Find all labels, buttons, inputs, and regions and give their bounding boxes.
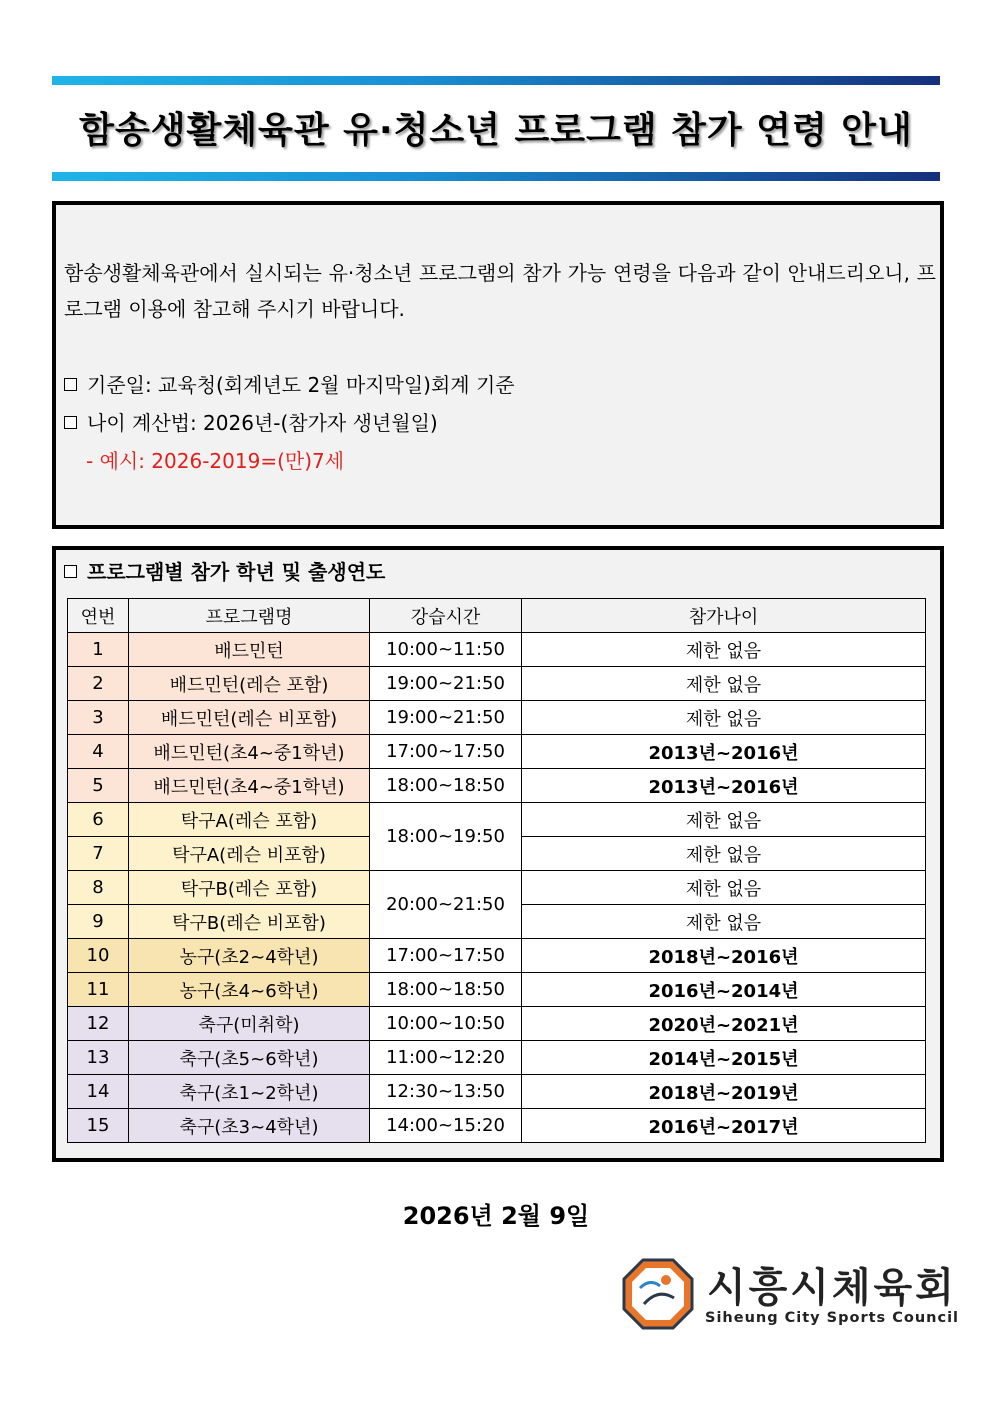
cell-program: 배드민턴 [129,633,370,667]
cell-no: 8 [68,871,129,905]
example-text: - 예시: 2026-2019=(만)7세 [86,449,345,473]
table-section-title [64,554,385,590]
cell-program: 농구(초4~6학년) [129,973,370,1007]
header-no: 연번 [68,599,129,633]
program-table-box [52,546,944,1162]
cell-program: 축구(미취학) [129,1007,370,1041]
cell-no: 15 [68,1109,129,1143]
cell-age: 2013년~2016년 [522,735,926,769]
cell-age: 2016년~2014년 [522,973,926,1007]
table-title-text: 프로그램별 참가 학년 및 출생연도 [87,560,386,584]
cell-time: 10:00~11:50 [370,633,522,667]
cell-age: 제한 없음 [522,701,926,735]
cell-age: 2013년~2016년 [522,769,926,803]
notice-box [52,201,944,529]
cell-time: 19:00~21:50 [370,667,522,701]
cell-no: 3 [68,701,129,735]
title-bottom-bar [52,172,940,181]
table-row [68,1075,926,1109]
cell-program: 축구(초5~6학년) [129,1041,370,1075]
criteria-date-line [64,367,515,403]
cell-time: 11:00~12:20 [370,1041,522,1075]
table-header-row [68,599,926,633]
cell-no: 2 [68,667,129,701]
table-row [68,939,926,973]
table-row [68,1109,926,1143]
table-row [68,735,926,769]
cell-age: 2020년~2021년 [522,1007,926,1041]
cell-no: 12 [68,1007,129,1041]
criteria-calc-text: 나이 계산법: 2026년-(참가자 생년월일) [87,411,438,435]
cell-time: 18:00~18:50 [370,973,522,1007]
cell-program: 배드민턴(초4~중1학년) [129,769,370,803]
table-row [68,701,926,735]
cell-time: 10:00~10:50 [370,1007,522,1041]
cell-program: 탁구B(레슨 비포함) [129,905,370,939]
cell-age: 2018년~2016년 [522,939,926,973]
cell-no: 14 [68,1075,129,1109]
cell-time: 17:00~17:50 [370,735,522,769]
cell-time: 12:30~13:50 [370,1075,522,1109]
issue-date: 2026년 2월 9일 [402,1202,590,1230]
cell-no: 7 [68,837,129,871]
header-program: 프로그램명 [129,599,370,633]
cell-no: 4 [68,735,129,769]
cell-age: 제한 없음 [522,871,926,905]
cell-program: 탁구B(레슨 포함) [129,871,370,905]
cell-program: 배드민턴(레슨 비포함) [129,701,370,735]
table-row [68,1041,926,1075]
checkbox-square-icon [64,565,77,578]
cell-no: 13 [68,1041,129,1075]
header-time: 강습시간 [370,599,522,633]
table-row [68,871,926,905]
table-row [68,803,926,837]
criteria-date-text: 기준일: 교육청(회계년도 2월 마지막일)회계 기준 [87,373,515,397]
program-table [67,598,926,1143]
table-row [68,667,926,701]
cell-age: 제한 없음 [522,803,926,837]
cell-age: 2014년~2015년 [522,1041,926,1075]
sports-council-emblem-icon [622,1258,694,1330]
checkbox-square-icon [64,416,77,429]
cell-time: 14:00~15:20 [370,1109,522,1143]
cell-program: 축구(초3~4학년) [129,1109,370,1143]
table-row [68,1007,926,1041]
cell-program: 탁구A(레슨 포함) [129,803,370,837]
table-row [68,633,926,667]
page-title: 함송생활체육관 유·청소년 프로그램 참가 연령 안내 [79,110,913,151]
table-row [68,973,926,1007]
header-age: 참가나이 [522,599,926,633]
cell-age: 제한 없음 [522,837,926,871]
cell-no: 6 [68,803,129,837]
cell-program: 축구(초1~2학년) [129,1075,370,1109]
criteria-calc-line [64,405,438,441]
cell-program: 배드민턴(초4~중1학년) [129,735,370,769]
title-top-bar [52,76,940,85]
cell-time: 18:00~18:50 [370,769,522,803]
cell-age: 2018년~2019년 [522,1075,926,1109]
checkbox-square-icon [64,378,77,391]
cell-program: 배드민턴(레슨 포함) [129,667,370,701]
org-name-english: Siheung City Sports Council [705,1310,960,1326]
org-logo [622,1256,960,1336]
cell-program: 탁구A(레슨 비포함) [129,837,370,871]
cell-time: 18:00~19:50 [370,803,522,871]
cell-no: 10 [68,939,129,973]
intro-text: 함송생활체육관에서 실시되는 유·청소년 프로그램의 참가 가능 연령을 다음과 같이 안내드리오니, 프로그램 이용에 참고해 주시기 바랍니다. [64,261,936,321]
cell-program: 농구(초2~4학년) [129,939,370,973]
cell-age: 제한 없음 [522,905,926,939]
cell-no: 1 [68,633,129,667]
cell-no: 5 [68,769,129,803]
cell-time: 19:00~21:50 [370,701,522,735]
cell-age: 2016년~2017년 [522,1109,926,1143]
cell-no: 9 [68,905,129,939]
org-name-korean: 시흥시체육회 [707,1265,957,1311]
cell-age: 제한 없음 [522,667,926,701]
cell-age: 제한 없음 [522,633,926,667]
cell-no: 11 [68,973,129,1007]
cell-time: 17:00~17:50 [370,939,522,973]
cell-time: 20:00~21:50 [370,871,522,939]
table-row [68,769,926,803]
